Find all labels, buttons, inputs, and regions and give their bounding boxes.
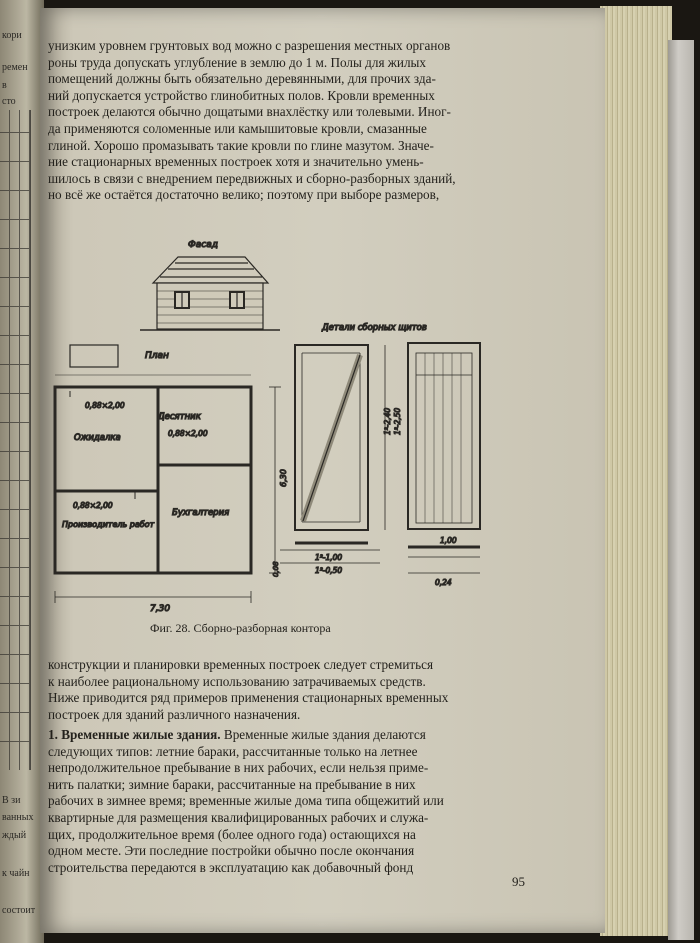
left-page-fragment: ждый [2,830,27,841]
section-first-line [48,727,526,744]
room-label: Производитель работ [62,520,155,529]
left-page-fragment: ванных [2,812,34,823]
text-line: нить палатки; зимние бараки, рассчитанные на пребывание в них [48,776,416,792]
bottom-paragraph [48,657,526,723]
small-dimension: 0,08 [272,561,280,577]
text-line: непродолжительное пребывание в них рабочих, если нельзя приме- [48,760,429,776]
panel-width-dimension: 1²-1,00 [315,553,343,562]
text-line: одном месте. Эти последние постройки обычно после окончания [48,843,415,859]
section-heading: 1. Временные жилые здания. [48,727,221,742]
panel-width-dimension: 0,24 [435,578,452,587]
text-line: щих, продолжительное время (более одного года) остающихся на [48,826,416,842]
room-label: Ожидалка [74,433,121,443]
left-page-fragment: в [2,80,7,91]
section-paragraph [48,727,526,876]
panel-height-dimension: 1²-2,50 [393,407,402,435]
window-size-label: 0,88×2,00 [168,429,208,438]
text-line: помещений должны быть обязательно деревянными, для прочих зда- [48,71,436,87]
book-cover [668,40,694,940]
page-number: 95 [512,874,525,889]
facade-drawing [140,257,280,330]
floor-plan [55,345,281,603]
left-page-fragment: кори [2,30,22,41]
page-edges [600,6,672,936]
text-line: шилось в связи с внедрением передвижных и сборно-разборных зданий, [48,170,456,186]
text-line: роны труда допускать углубление в землю до 1 м. Полы для жилых [48,54,427,70]
figure-drawing [40,225,580,617]
text-line: к наиболее рациональному использованию затрачиваемых средств. [48,673,426,689]
text-line: Ниже приводится ряд примеров применения стационарных временных [48,690,449,706]
panel-width-dimension: 1,00 [440,536,457,545]
text-line: ние стационарных временных построек хотя и значительно умень- [48,154,424,170]
plan-width-dimension: 7,30 [150,604,171,614]
text-line: но всё же остаётся достаточно велико; поэтому при выборе размеров, [48,187,440,203]
window-size-label: 0,88×2,00 [85,401,125,410]
text-line: унизким уровнем грунтовых вод можно с разрешения местных органов [48,38,451,53]
left-page-fragment: к чайн [2,868,30,879]
panel-height-dimension: 1²-2,40 [383,407,392,435]
left-page-fragment: состоит [2,905,36,916]
text-line: конструкции и планировки временных построек следует стремиться [48,657,434,672]
room-label: Десятник [158,412,201,422]
text-line: Временные жилые здания делаются [223,727,426,742]
panel-width-dimension: 1²-0,50 [315,566,343,575]
left-page-edge [0,0,44,943]
left-page-table [0,110,31,770]
text-line: да применяются соломенные или камышитовые кровли, смазанные [48,120,427,136]
room-label: Бухгалтерия [172,508,230,518]
text-line: следующих типов: летние бараки, рассчитанные только на летнее [48,743,418,759]
left-page-fragment: сто [2,96,16,107]
text-line: строительства передаются в эксплуатацию как добавочный фонд [48,859,414,875]
panel-detail-diagonal [280,345,385,563]
figure-caption: Фиг. 28. Сборно-разборная контора [150,621,331,635]
details-label: Детали сборных щитов [322,323,427,333]
text-line: рабочих в зимнее время; временные жилые дома типа общежитий или [48,793,444,809]
plan-depth-dimension: 6,30 [279,469,288,487]
window-size-label: 0,88×2,00 [73,501,113,510]
left-page-fragment: В зи [2,795,21,806]
text-line: построек делаются обычно дощатыми внахлёстку или толевыми. Иног- [48,104,451,120]
text-line: построек для зданий различного назначения. [48,706,301,722]
left-page-fragment: ремен [2,62,28,73]
text-line: глиной. Хорошо промазывать такие кровли по глине мазутом. Значе- [48,137,434,153]
text-line: квартирные для размещения квалифицированных рабочих и служа- [48,809,429,825]
text-line: ний допускается устройство глинобитных полов. Кровли временных [48,87,435,103]
plan-label: План [145,351,169,361]
facade-label: Фасад [188,240,218,250]
top-paragraph [48,38,526,204]
